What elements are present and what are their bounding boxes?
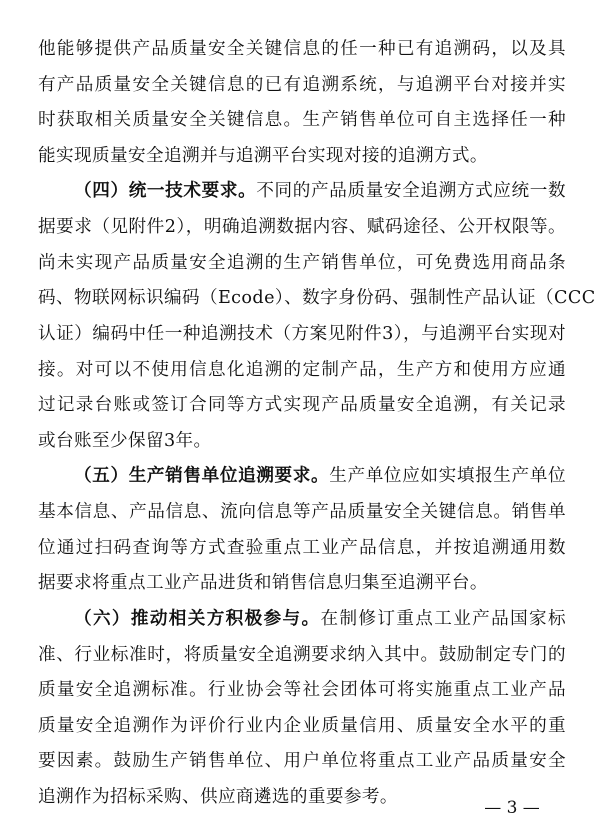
- section-four-heading: （四）统一技术要求。: [74, 180, 257, 202]
- paragraph-line: 码、物联网标识编码（Ecode）、数字身份码、强制性产品认证（CCC: [38, 288, 596, 309]
- section-four-intro: 不同的产品质量安全追溯方式应统一: [256, 181, 548, 202]
- paragraph-line: 有产品质量安全关键信息的已有追溯系统，与追溯平台对接并实: [38, 74, 566, 95]
- section-six-line: [74, 604, 566, 634]
- section-six-heading: （六）推动相关方积极参与。: [74, 607, 321, 629]
- section-five-intro: 生产单位应如实填报生产单位: [329, 466, 566, 487]
- paragraph-line: 他能够提供产品质量安全关键信息的任一种已有追溯码，以及具: [38, 39, 566, 59]
- paragraph-line: 时获取相关质量安全关键信息。生产销售单位可自主选择任一种: [38, 110, 566, 131]
- paragraph-line: 尚未实现产品质量安全追溯的生产销售单位，可免费选用商品条: [38, 252, 566, 273]
- paragraph-line: 准、行业标准时，将质量安全追溯要求纳入其中。鼓励制定专门的: [38, 644, 566, 665]
- section-four-intro-end: 数: [548, 181, 566, 202]
- paragraph-line: 或台账至少保留3年。: [38, 430, 212, 451]
- paragraph-line: 质量安全追溯作为评价行业内企业质量信用、质量安全水平的重: [38, 715, 566, 736]
- paragraph-line: 据要求将重点工业产品进货和销售信息归集至追溯平台。: [38, 573, 488, 594]
- paragraph-line: 基本信息、产品信息、流向信息等产品质量安全关键信息。销售单: [38, 502, 566, 523]
- paragraph-line: 据要求（见附件2），明确追溯数据内容、赋码途径、公开权限等。: [38, 217, 566, 238]
- paragraph-line: 能实现质量安全追溯并与追溯平台实现对接的追溯方式。: [38, 145, 488, 166]
- paragraph-line: 接。对可以不使用信息化追溯的定制产品，生产方和使用方应通: [38, 359, 566, 380]
- paragraph-line: 要因素。鼓励生产销售单位、用户单位将重点工业产品质量安全: [38, 751, 566, 772]
- paragraph-line: 追溯作为招标采购、供应商遴选的重要参考。: [38, 787, 398, 807]
- section-five-line: [74, 461, 566, 491]
- section-four-line: [74, 176, 566, 206]
- paragraph-line: 位通过扫码查询等方式查验重点工业产品信息，并按追溯通用数: [38, 537, 566, 558]
- paragraph-line: 认证）编码中任一种追溯技术（方案见附件3），与追溯平台实现对: [38, 323, 566, 344]
- paragraph-line: 质量安全追溯标准。行业协会等社会团体可将实施重点工业产品: [38, 680, 566, 701]
- section-six-intro: 在制修订重点工业产品国家标: [320, 608, 566, 629]
- page-number: — 3 —: [484, 798, 540, 818]
- section-five-heading: （五）生产销售单位追溯要求。: [74, 465, 330, 487]
- paragraph-line: 过记录台账或签订合同等方式实现产品质量安全追溯，有关记录: [38, 395, 566, 416]
